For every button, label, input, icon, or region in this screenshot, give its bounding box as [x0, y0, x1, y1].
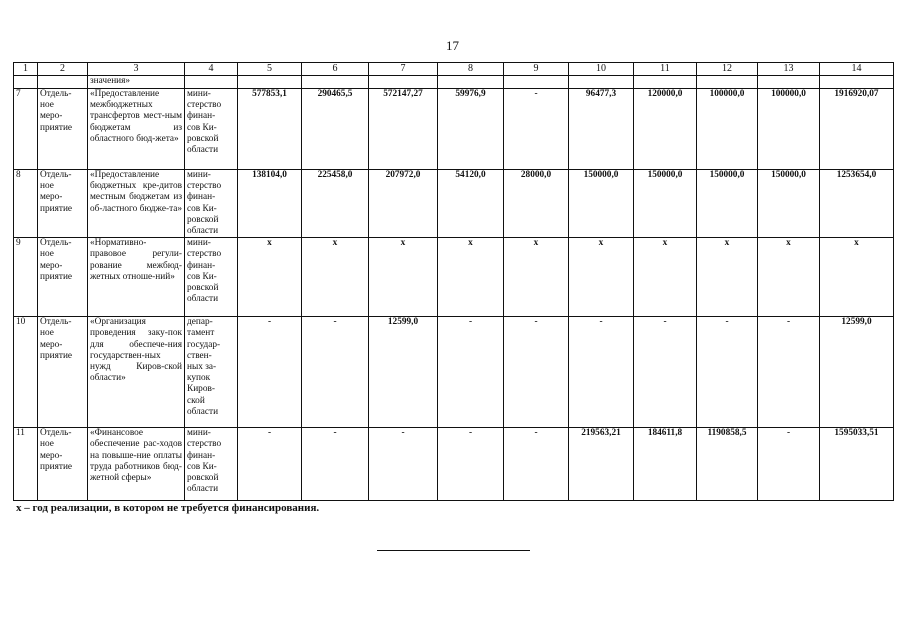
row-value: - [697, 317, 758, 428]
page-number: 17 [446, 38, 459, 53]
row-value: - [569, 317, 634, 428]
column-number: 13 [758, 63, 820, 76]
continuation-cell-2 [38, 76, 88, 89]
row-value: - [302, 428, 369, 501]
column-number-row [14, 63, 894, 76]
row-value: 150000,0 [697, 170, 758, 238]
row-value: 572147,27 [369, 89, 438, 170]
row-name: «Предоставление бюджетных кре-дитов местным бюджетам из об-ластного бюдже-та» [88, 170, 185, 238]
row-value: 150000,0 [634, 170, 697, 238]
row-status: Отдель- ное меро- приятие [38, 238, 88, 317]
continuation-cell-9 [504, 76, 569, 89]
continuation-cell-13 [758, 76, 820, 89]
column-number: 7 [369, 63, 438, 76]
row-value: - [238, 428, 302, 501]
table-row [14, 89, 894, 170]
row-value: 59976,9 [438, 89, 504, 170]
row-value: 100000,0 [697, 89, 758, 170]
continuation-cell-1 [14, 76, 38, 89]
row-status: Отдель- ное меро- приятие [38, 170, 88, 238]
row-value: x [634, 238, 697, 317]
row-name: «Нормативно-правовое регули-рование межбюд-жетных отноше-ний» [88, 238, 185, 317]
row-value: 120000,0 [634, 89, 697, 170]
row-value: - [302, 317, 369, 428]
continuation-cell-5 [238, 76, 302, 89]
row-number: 10 [14, 317, 38, 428]
row-executor: мини- стерство финан- сов Ки- ровской области [185, 428, 238, 501]
row-value: 1190858,5 [697, 428, 758, 501]
row-value: 138104,0 [238, 170, 302, 238]
row-value: x [438, 238, 504, 317]
row-value: - [758, 428, 820, 501]
row-executor: мини- стерство финан- сов Ки- ровской области [185, 170, 238, 238]
continuation-text: значения» [88, 76, 185, 89]
row-executor: мини- стерство финан- сов Ки- ровской области [185, 238, 238, 317]
column-number: 3 [88, 63, 185, 76]
row-value: 577853,1 [238, 89, 302, 170]
row-value: 28000,0 [504, 170, 569, 238]
row-value: x [238, 238, 302, 317]
row-value: - [369, 428, 438, 501]
row-value: x [302, 238, 369, 317]
footnote: х – год реализации, в котором не требуется финансирования. [16, 502, 320, 514]
row-value: 184611,8 [634, 428, 697, 501]
row-value: 225458,0 [302, 170, 369, 238]
column-number: 10 [569, 63, 634, 76]
row-value: 1916920,07 [820, 89, 894, 170]
continuation-cell-4 [185, 76, 238, 89]
row-value: 96477,3 [569, 89, 634, 170]
table-row [14, 238, 894, 317]
row-value: x [697, 238, 758, 317]
row-number: 7 [14, 89, 38, 170]
row-value: x [820, 238, 894, 317]
column-number: 9 [504, 63, 569, 76]
row-value: - [758, 317, 820, 428]
row-value: 1595033,51 [820, 428, 894, 501]
column-number: 11 [634, 63, 697, 76]
table-row [14, 317, 894, 428]
row-name: «Финансовое обеспечение рас-ходов на повыше-ние оплаты труда работников бюд-жетной сферы» [88, 428, 185, 501]
row-executor: депар- тамент государ- ствен- ных за- купок Киров- ской области [185, 317, 238, 428]
row-value: 12599,0 [820, 317, 894, 428]
row-value: - [238, 317, 302, 428]
continuation-cell-6 [302, 76, 369, 89]
row-number: 8 [14, 170, 38, 238]
row-value: x [369, 238, 438, 317]
column-number: 12 [697, 63, 758, 76]
row-value: x [758, 238, 820, 317]
column-number: 1 [14, 63, 38, 76]
row-status: Отдель- ное меро- приятие [38, 317, 88, 428]
row-number: 9 [14, 238, 38, 317]
column-number: 4 [185, 63, 238, 76]
row-status: Отдель- ное меро- приятие [38, 89, 88, 170]
column-number: 8 [438, 63, 504, 76]
column-number: 14 [820, 63, 894, 76]
row-value: 1253654,0 [820, 170, 894, 238]
continuation-cell-11 [634, 76, 697, 89]
row-value: - [438, 428, 504, 501]
table-row [14, 170, 894, 238]
row-value: 12599,0 [369, 317, 438, 428]
column-number: 6 [302, 63, 369, 76]
row-value: x [569, 238, 634, 317]
row-value: 207972,0 [369, 170, 438, 238]
row-value: 219563,21 [569, 428, 634, 501]
row-value: 54120,0 [438, 170, 504, 238]
row-value: 150000,0 [758, 170, 820, 238]
row-status: Отдель- ное меро- приятие [38, 428, 88, 501]
row-value: - [438, 317, 504, 428]
column-number: 2 [38, 63, 88, 76]
end-rule [377, 550, 530, 551]
row-value: - [504, 317, 569, 428]
row-value: 290465,5 [302, 89, 369, 170]
row-value: x [504, 238, 569, 317]
row-value: - [634, 317, 697, 428]
continuation-cell-7 [369, 76, 438, 89]
row-value: - [504, 428, 569, 501]
row-name: «Предоставление межбюджетных трансфертов мест-ным бюджетам из областного бюд-жета» [88, 89, 185, 170]
row-name: «Организация проведения заку-пок для обеспече-ния государствен-ных нужд Киров-ской области» [88, 317, 185, 428]
row-value: 150000,0 [569, 170, 634, 238]
row-number: 11 [14, 428, 38, 501]
continuation-row [14, 76, 894, 89]
continuation-cell-10 [569, 76, 634, 89]
continuation-cell-14 [820, 76, 894, 89]
continuation-cell-12 [697, 76, 758, 89]
table-row [14, 428, 894, 501]
row-value: 100000,0 [758, 89, 820, 170]
continuation-cell-8 [438, 76, 504, 89]
financing-table [13, 62, 894, 501]
column-number: 5 [238, 63, 302, 76]
row-value: - [504, 89, 569, 170]
row-executor: мини- стерство финан- сов Ки- ровской области [185, 89, 238, 170]
